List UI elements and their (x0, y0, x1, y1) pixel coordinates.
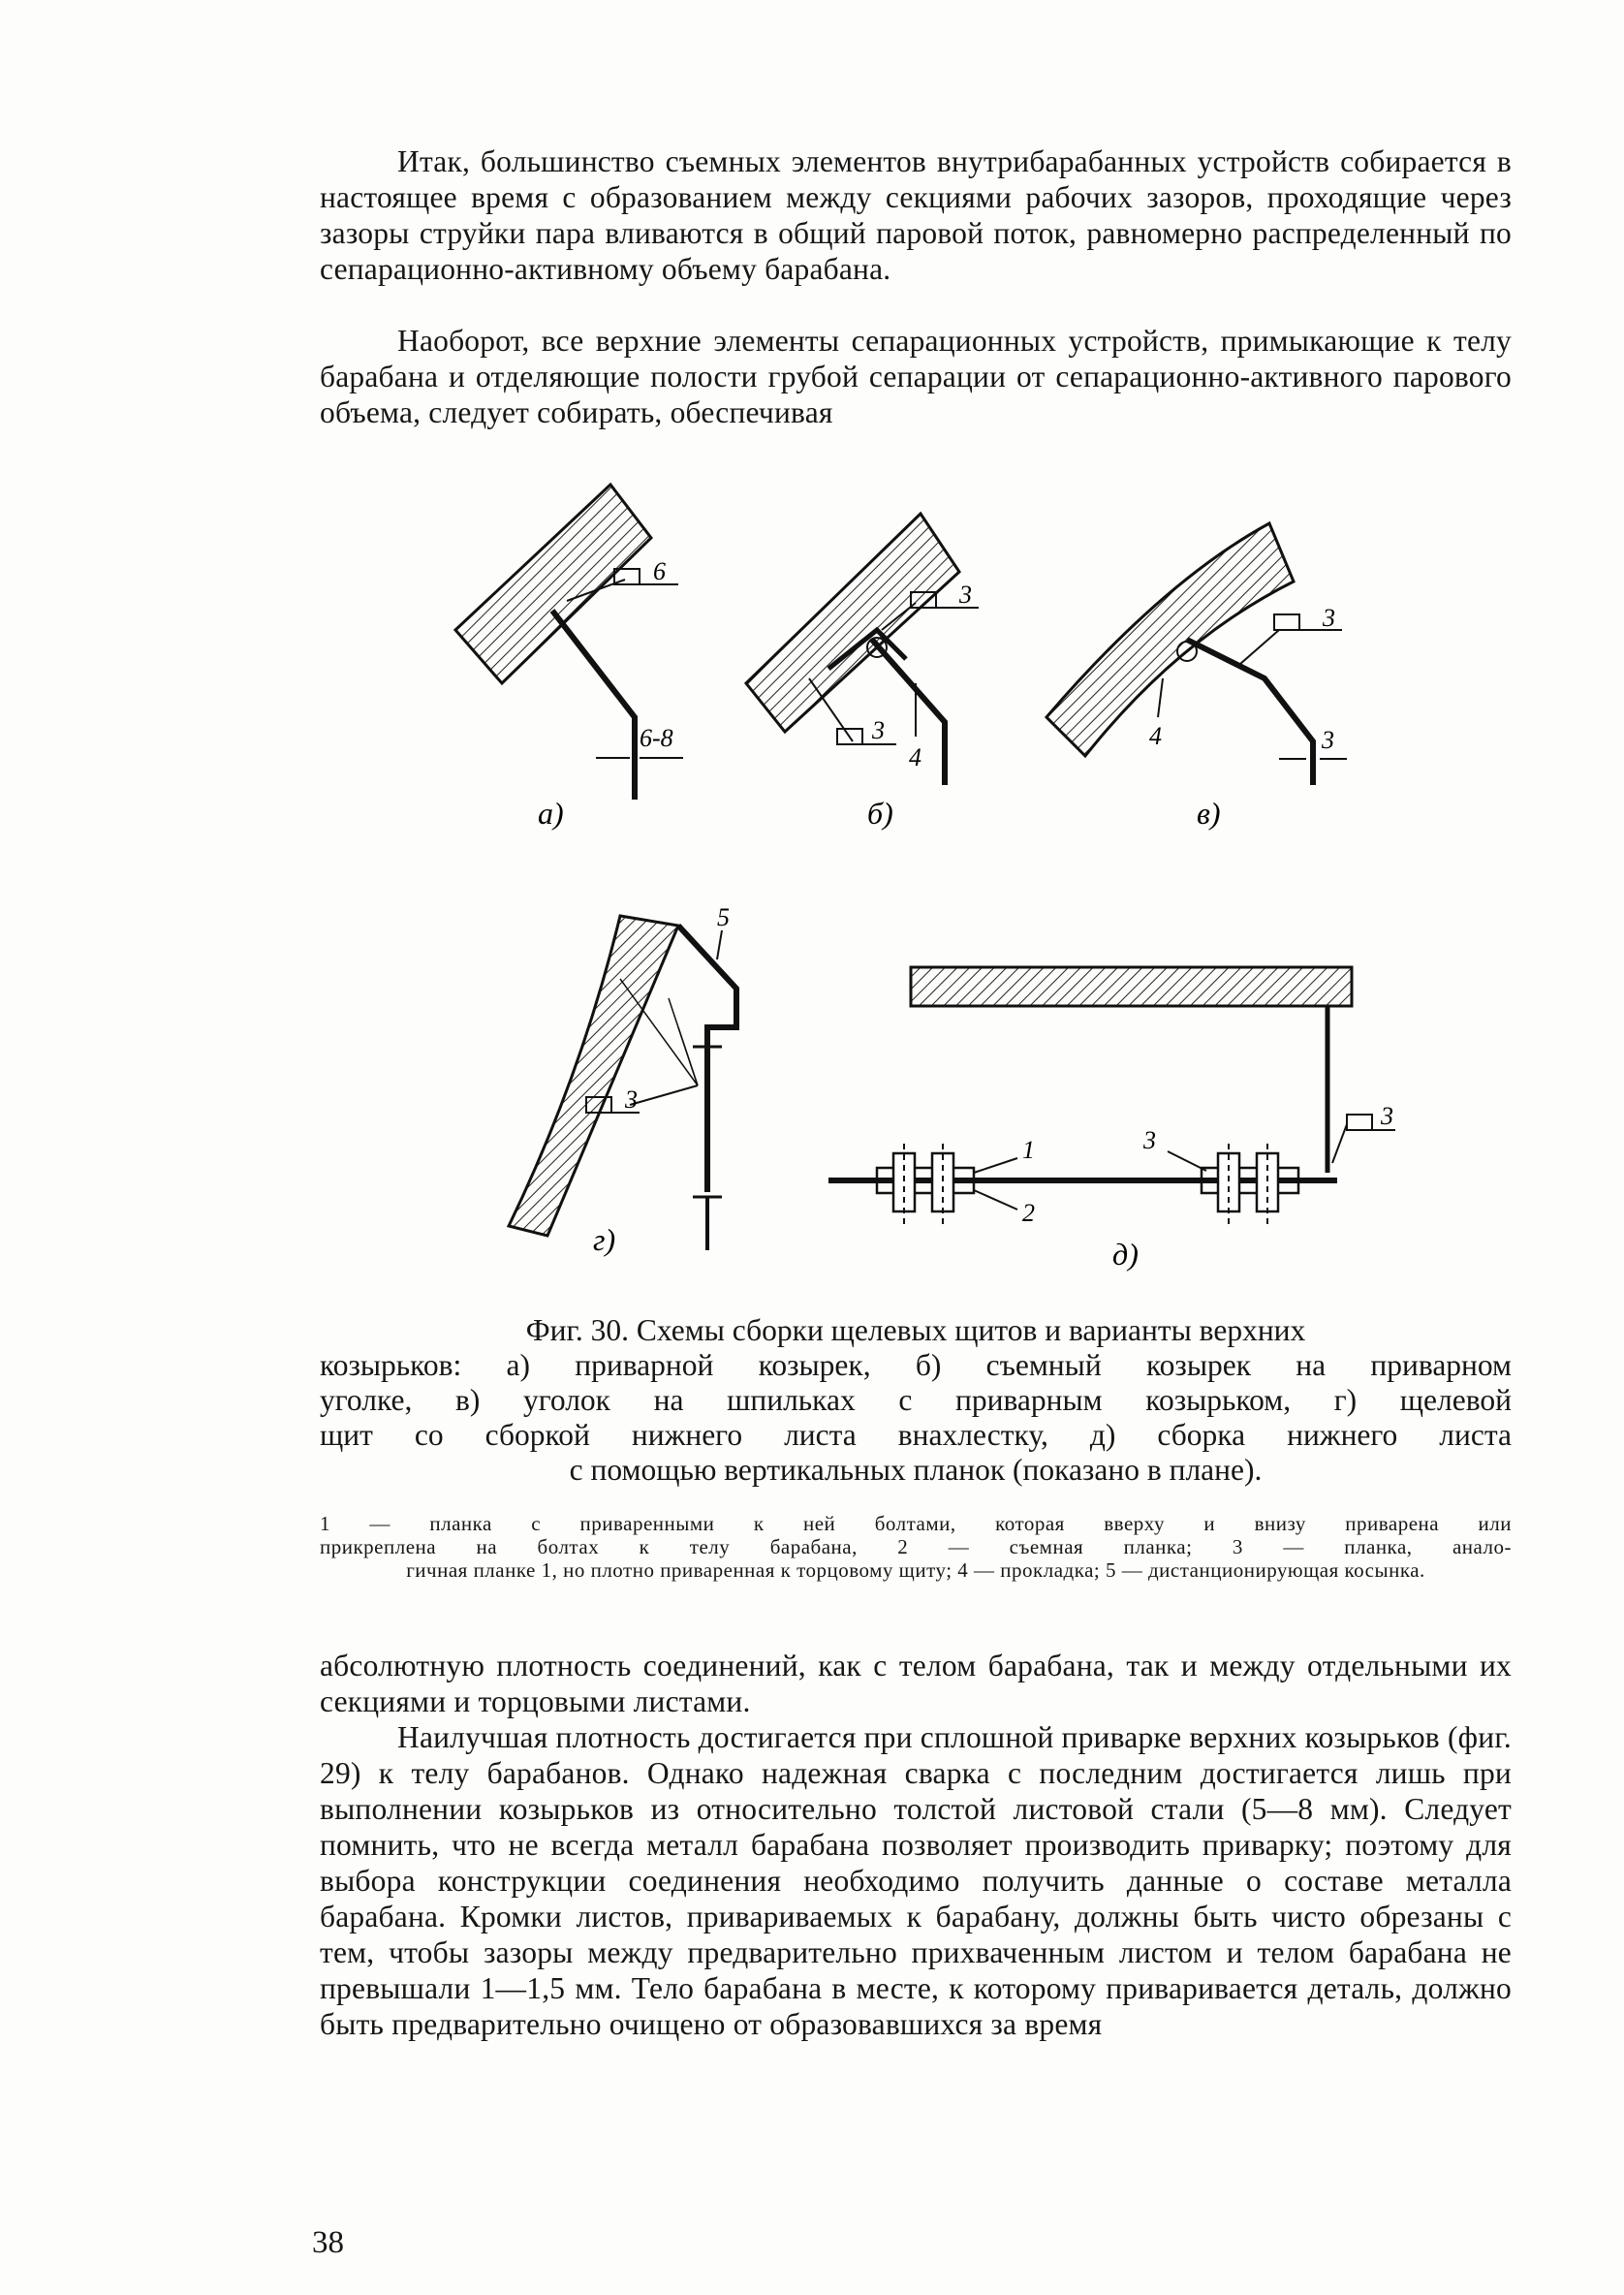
label-g: г) (593, 1222, 616, 1257)
figure-legend (320, 1512, 1512, 1582)
slot-shield-g (678, 926, 736, 1192)
weld-mark-v: 3 (1323, 604, 1335, 632)
legend-line-1: 1 — планка с приваренными к ней болтами, которая вверху и внизу приварена или (320, 1512, 1512, 1535)
callout-4-b: 4 (909, 743, 921, 771)
dimension-v: 3 (1322, 726, 1334, 754)
callout-4-v: 4 (1149, 722, 1162, 750)
caption-title-line-1: Фиг. 30. Схемы сборки щелевых щитов и варианты верхних (525, 1313, 1306, 1347)
label-a: а) (538, 796, 564, 831)
weld-mark-d: 3 (1381, 1102, 1393, 1130)
caption-title-line-5: с помощью вертикальных планок (показано в плане). (569, 1453, 1263, 1487)
figure-caption (320, 1313, 1512, 1488)
callout-5: 5 (717, 903, 730, 931)
weld-mark-b-bottom: 3 (872, 716, 885, 744)
drum-wall-v (1046, 523, 1294, 756)
weld-mark-b-top: 3 (959, 581, 972, 609)
caption-title-line-4: щит со сборкой нижнего листа внахлестку, д) сборка нижнего листа (320, 1418, 1512, 1452)
legend-line-2: прикреплена на болтах к телу барабана, 2 — съемная планка; 3 — планка, анало- (320, 1535, 1512, 1558)
diagram-d (828, 967, 1395, 1272)
label-b: б) (867, 796, 893, 831)
label-d: д) (1112, 1237, 1139, 1272)
caption-title-line-3: уголке, в) уголок на шпильках с приварным козырьком, г) щелевой (320, 1383, 1512, 1417)
page-number: 38 (312, 2225, 344, 2260)
dimension-a: 6-8 (640, 724, 673, 752)
label-v: в) (1197, 796, 1221, 831)
callout-1: 1 (1022, 1136, 1035, 1164)
paragraph-conversely: Наоборот, все верхние элементы сепарационных устройств, примыкающие к телу барабана и отделяющие полости грубой сепарации от сепарационно-активного парового объема, следует собирать, обеспечивая (320, 324, 1512, 429)
legend-line-4: 5 — дистанционирующая косынка. (1106, 1558, 1425, 1582)
diagram-b (746, 514, 979, 831)
figure-30 (0, 456, 1624, 1299)
visor-plate-a (552, 611, 635, 800)
visor-plate-v (1187, 640, 1313, 785)
bolt-joint-right (1202, 1144, 1298, 1226)
diagram-v (1046, 523, 1347, 831)
caption-title-line-2: козырьков: а) приварной козырек, б) съемный козырек на приварном (320, 1348, 1512, 1382)
diagram-g (509, 903, 736, 1257)
weld-mark-a: 6 (653, 557, 666, 585)
paragraph-intro: Итак, большинство съемных элементов внутрибарабанных устройств собирается в настоящее время с образованием между секциями рабочих зазоров, проходящие через зазоры струйки пара вливаются в общий паровой поток, равномерно распределенный по сепарационно-активному объему барабана. (320, 144, 1512, 286)
paragraph-continuation: абсолютную плотность соединений, как с телом барабана, так и между отдельными их секциями и торцовыми листами. (320, 1649, 1512, 1718)
diagram-a (455, 485, 683, 831)
paragraph-best-density: Наилучшая плотность достигается при сплошной приварке верхних козырьков (фиг. 29) к телу барабанов. Однако надежная сварка с последним достигается лишь при выполнении козырьков из относительно толстой листовой стали (5—8 мм). Следует помнить, что не всегда металл барабана позволяет производить приварку; поэтому для выбора конструкции соединения необходимо получить данные о составе металла барабана. Кромки листов, привариваемых к барабану, должны быть чисто обрезаны с тем, чтобы зазоры между предварительно прихваченным листом и телом барабана не превышали 1—1,5 мм. Тело барабана в месте, к которому приваривается деталь, должно быть предварительно очищено от образовавшихся за время (320, 1720, 1512, 2041)
drum-wall-d (911, 967, 1352, 1006)
bolt-joint-left (877, 1144, 974, 1226)
figure-30-diagram (0, 456, 1624, 1299)
callout-2: 2 (1022, 1199, 1035, 1227)
legend-line-3: гичная планке 1, но плотно приваренная к торцовому щиту; 4 — прокладка; (406, 1558, 1101, 1582)
callout-3: 3 (1143, 1126, 1156, 1154)
weld-mark-g: 3 (625, 1085, 638, 1114)
drum-wall-g (509, 916, 678, 1236)
